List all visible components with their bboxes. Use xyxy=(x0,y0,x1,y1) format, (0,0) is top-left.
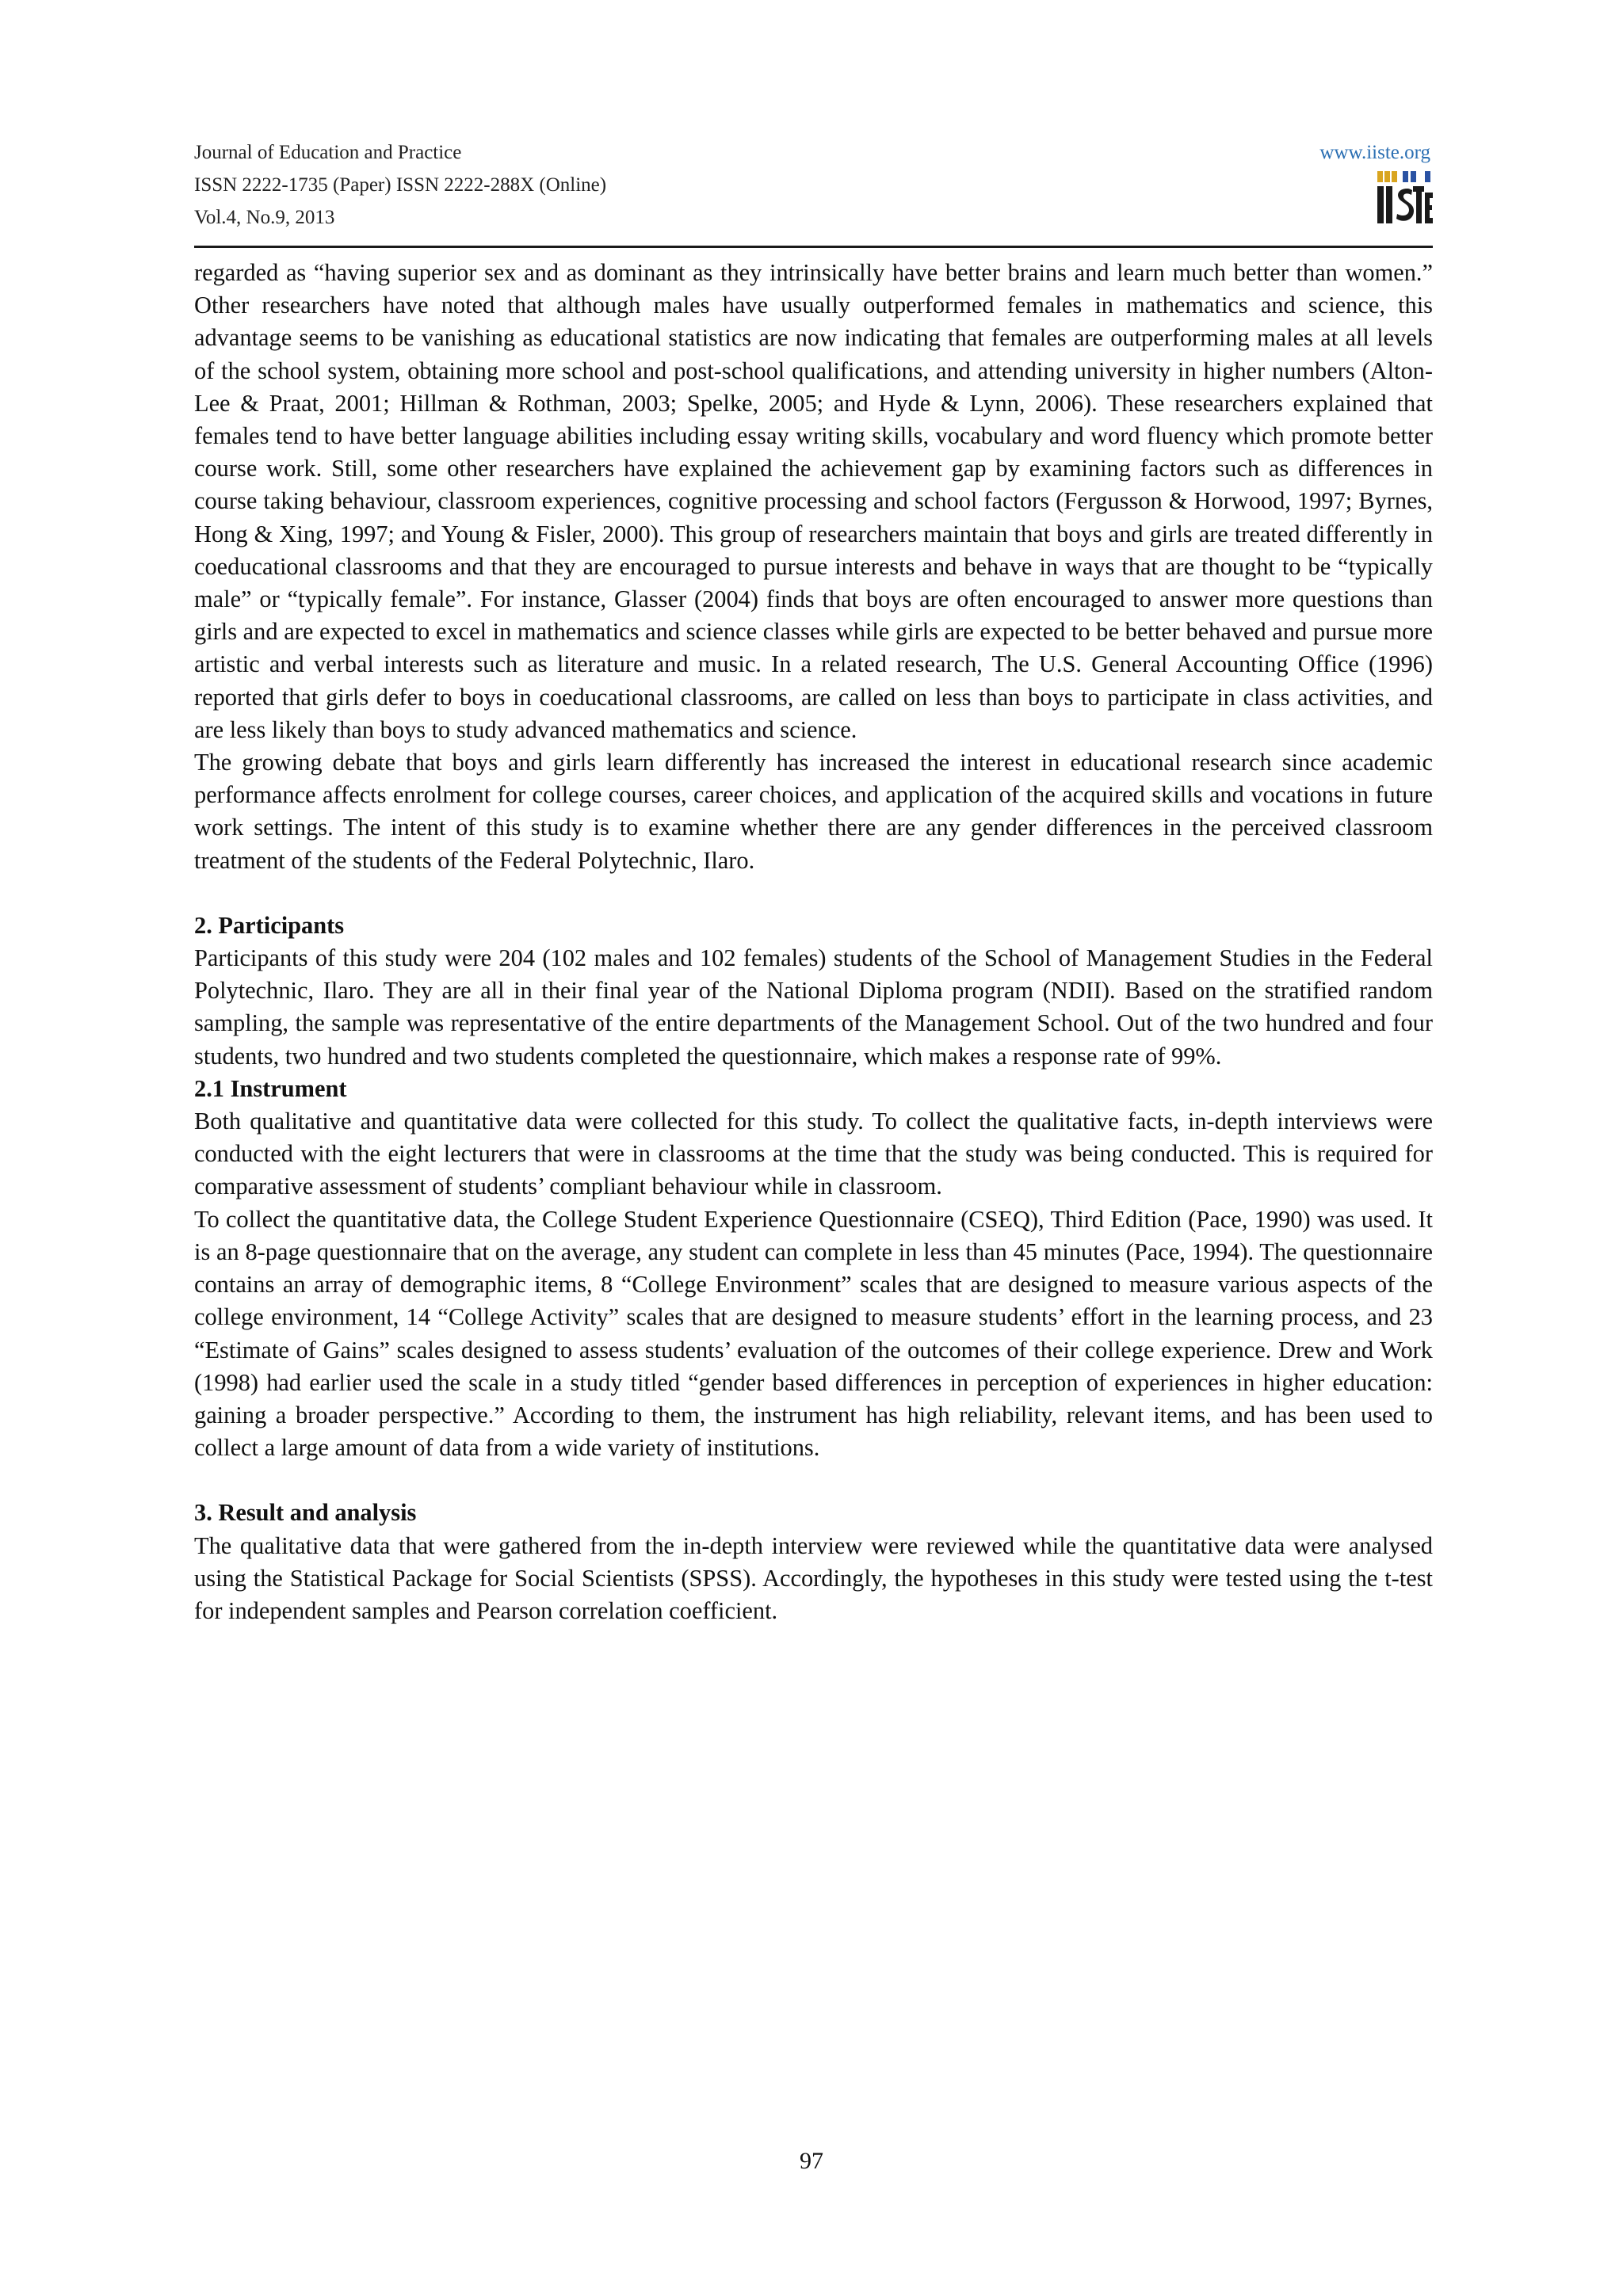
paragraph-quantitative-data: To collect the quantitative data, the College Student Experience Questionnaire (CSEQ), Third Edition (Pace, 1990) was used. It is an 8-page questionnaire that on the average, any student can complete in less than 45 minutes (Pace, 1994). The questionnaire contains an array of demographic items, 8 “College Environment” scales that are designed to measure various aspects of the college environment, 14 “College Activity” scales that are designed to measure students’ effort in the learning process, and 23 “Estimate of Gains” scales designed to assess students’ evaluation of the outcomes of their college experience. Drew and Work (1998) had earlier used the scale in a study titled “gender based differences in perception of experiences in higher education: gaining a broader perspective.” According to them, the instrument has high reliability, relevant items, and has been used to collect a large amount of data from a wide variety of institutions. xyxy=(194,1205,1433,1462)
paragraph-background: regarded as “having superior sex and as dominant as they intrinsically have better brains and learn much better than women.” Other researchers have noted that although males have usually outperformed females in mathematics and science, this advantage seems to be vanishing as educational statistics are now indicating that females are outperforming males at all levels of the school system, obtaining more school and post-school qualifications, and attending university in higher numbers (Alton-Lee & Praat, 2001; Hillman & Rothman, 2003; Spelke, 2005; and Hyde & Lynn, 2006). These researchers explained that females tend to have better language abilities including essay writing skills, vocabulary and word fluency which promote better course work. Still, some other researchers have explained the achievement gap by examining factors such as differences in course taking behaviour, classroom experiences, cognitive processing and school factors (Fergusson & Horwood, 1997; Byrnes, Hong & Xing, 1997; and Young & Fisler, 2000). This group of researchers maintain that boys and girls are treated differently in coeducational classrooms and that they are encouraged to pursue interests and behave in ways that are thought to be “typically male” or “typically female”. For instance, Glasser (2004) finds that boys are often encouraged to answer more questions than girls and are expected to excel in mathematics and science classes while girls are expected to be better behaved and pursue more artistic and verbal interests such as literature and music. In a related research, The U.S. General Accounting Office (1996) reported that girls defer to boys in coeducational classrooms, are called on less than boys to participate in class activities, and are less likely than boys to study advanced mathematics and science. xyxy=(194,259,1433,743)
section-gap xyxy=(194,1464,1433,1497)
journal-title: Journal of Education and Practice xyxy=(194,142,462,163)
paragraph-participants: Participants of this study were 204 (102 males and 102 females) students of the School of Management Studies in the Federal Polytechnic, Ilaro. They are all in their final year of the National Diploma program (NDII). Based on the stratified random sampling, the sample was representative of the entire departments of the Management School. Out of the two hundred and four students, two hundred and two students completed the questionnaire, which makes a response rate of 99%. xyxy=(194,944,1433,1070)
journal-volume: Vol.4, No.9, 2013 xyxy=(194,207,335,228)
paragraph-qualitative-data: Both qualitative and quantitative data were collected for this study. To collect the qualitative facts, in-depth interviews were conducted with the eight lecturers that were in classrooms at the time that the study was being conducted. This is required for comparative assessment of students’ compliant behaviour while in classroom. xyxy=(194,1108,1433,1200)
paragraph-study-intent: The growing debate that boys and girls learn differently has increased the interest in educational research since academic performance affects enrolment for college courses, career choices, and application of the acquired skills and vocations in future work settings. The intent of this study is to examine whether there are any gender differences in the perceived classroom treatment of the students of the Federal Polytechnic, Ilaro. xyxy=(194,749,1433,874)
journal-header xyxy=(194,136,987,234)
journal-issn: ISSN 2222-1735 (Paper) ISSN 2222-288X (Online) xyxy=(194,174,607,196)
article-body xyxy=(194,257,1433,1627)
header-divider xyxy=(194,246,1433,248)
iiste-logo xyxy=(1377,171,1433,227)
paragraph-results: The qualitative data that were gathered from the in-depth interview were reviewed while the quantitative data were analysed using the Statistical Package for Social Scientists (SPSS). Accordingly, the hypotheses in this study were tested using the t-test for independent samples and Pearson correlation coefficient. xyxy=(194,1531,1433,1624)
journal-website-link[interactable]: www.iiste.org xyxy=(1319,142,1430,163)
section-gap xyxy=(194,877,1433,910)
heading-results: 3. Result and analysis xyxy=(194,1499,417,1527)
heading-instrument: 2.1 Instrument xyxy=(194,1074,347,1102)
page-number: 97 xyxy=(800,2148,823,2174)
heading-participants: 2. Participants xyxy=(194,911,345,939)
